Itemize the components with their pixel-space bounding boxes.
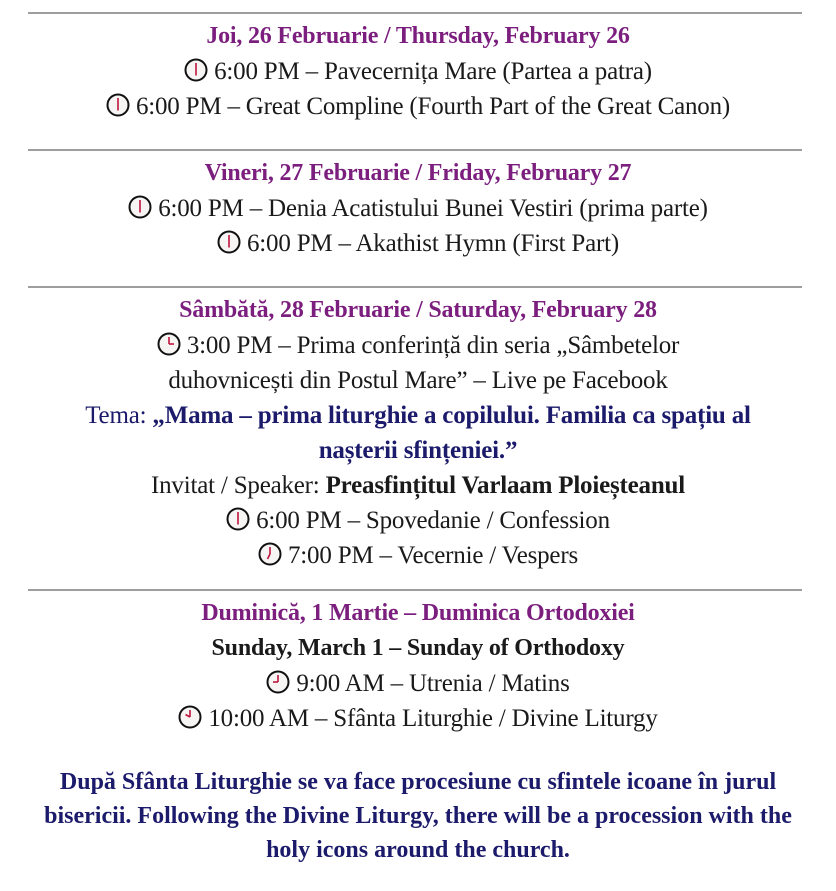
event-time: 10:00 AM [208,705,309,732]
clock-6-icon [184,58,208,82]
event-title: – Utrenia / Matins [384,670,570,697]
event-title: – Akathist Hymn (First Part) [332,230,619,257]
procession-note-section [0,765,836,867]
event-row [0,666,836,701]
clock-7-icon [258,542,282,566]
event-row [0,226,836,261]
conference-title-cont: duhovnicești din Postul Mare” – Live pe Facebook [168,367,668,394]
day-heading: Sâmbătă, 28 Februarie / Saturday, February 28 [179,297,657,323]
day-heading: Vineri, 27 Februarie / Friday, February 27 [204,160,632,186]
clock-6-icon [217,230,241,254]
clock-6-icon [226,507,250,531]
event-time: 3:00 PM [186,332,273,359]
event-row [0,701,836,736]
day-section-thursday [0,19,836,124]
clock-6-icon [106,93,130,117]
speaker-name: Preasfințitul Varlaam Ploieșteanul [325,472,686,499]
event-title: – Sfânta Liturghie / Divine Liturgy [308,705,658,732]
day-section-friday [0,156,836,261]
event-time: 6:00 PM [135,93,222,120]
section-divider [28,286,802,288]
event-row [0,503,836,538]
event-title: – Denia Acatistului Bunei Vestiri (prima parte) [243,195,708,222]
event-row [0,54,836,89]
day-sub-heading: Sunday, March 1 – Sunday of Orthodoxy [211,635,625,661]
event-time: 7:00 PM [288,542,374,569]
speaker-label: Invitat / Speaker: [150,472,326,499]
conference-speaker [0,468,836,503]
procession-note: După Sfânta Liturghie se va face procesiune cu sfintele icoane în jurul bisericii. Following the Divine Liturgy, there will be a procession with the holy icons around the church. [44,769,792,863]
conference-row [0,328,836,363]
event-title: – Vecernie / Vespers [373,542,578,569]
section-divider [28,12,802,14]
clock-3-icon [157,332,181,356]
event-time: 9:00 AM [296,670,385,697]
conference-theme [0,398,836,433]
clock-6-icon [128,195,152,219]
theme-text: „Mama – prima liturghie a copilului. Familia ca spațiu al [152,402,751,429]
conference-title: – Prima conferință din seria „Sâmbetelor [272,332,680,359]
event-row [0,191,836,226]
event-title: – Great Compline (Fourth Part of the Great Canon) [221,93,731,120]
theme-text-cont: nașterii sfințeniei.” [318,437,518,464]
event-title: – Pavecernița Mare (Partea a patra) [299,58,652,85]
day-heading: Joi, 26 Februarie / Thursday, February 26 [206,23,630,49]
event-time: 6:00 PM [247,230,333,257]
event-time: 6:00 PM [158,195,244,222]
clock-9-icon [266,670,290,694]
conference-theme-cont [0,433,836,468]
section-divider [28,149,802,151]
clock-10-icon [178,705,202,729]
event-row [0,538,836,573]
section-divider [28,589,802,591]
day-section-saturday [0,293,836,573]
event-title: – Spovedanie / Confession [341,507,610,534]
event-time: 6:00 PM [214,58,300,85]
event-row [0,89,836,124]
theme-label: Tema: [85,402,153,429]
day-section-sunday [0,596,836,736]
day-heading: Duminică, 1 Martie – Duminica Ortodoxiei [201,600,635,626]
event-time: 6:00 PM [256,507,342,534]
